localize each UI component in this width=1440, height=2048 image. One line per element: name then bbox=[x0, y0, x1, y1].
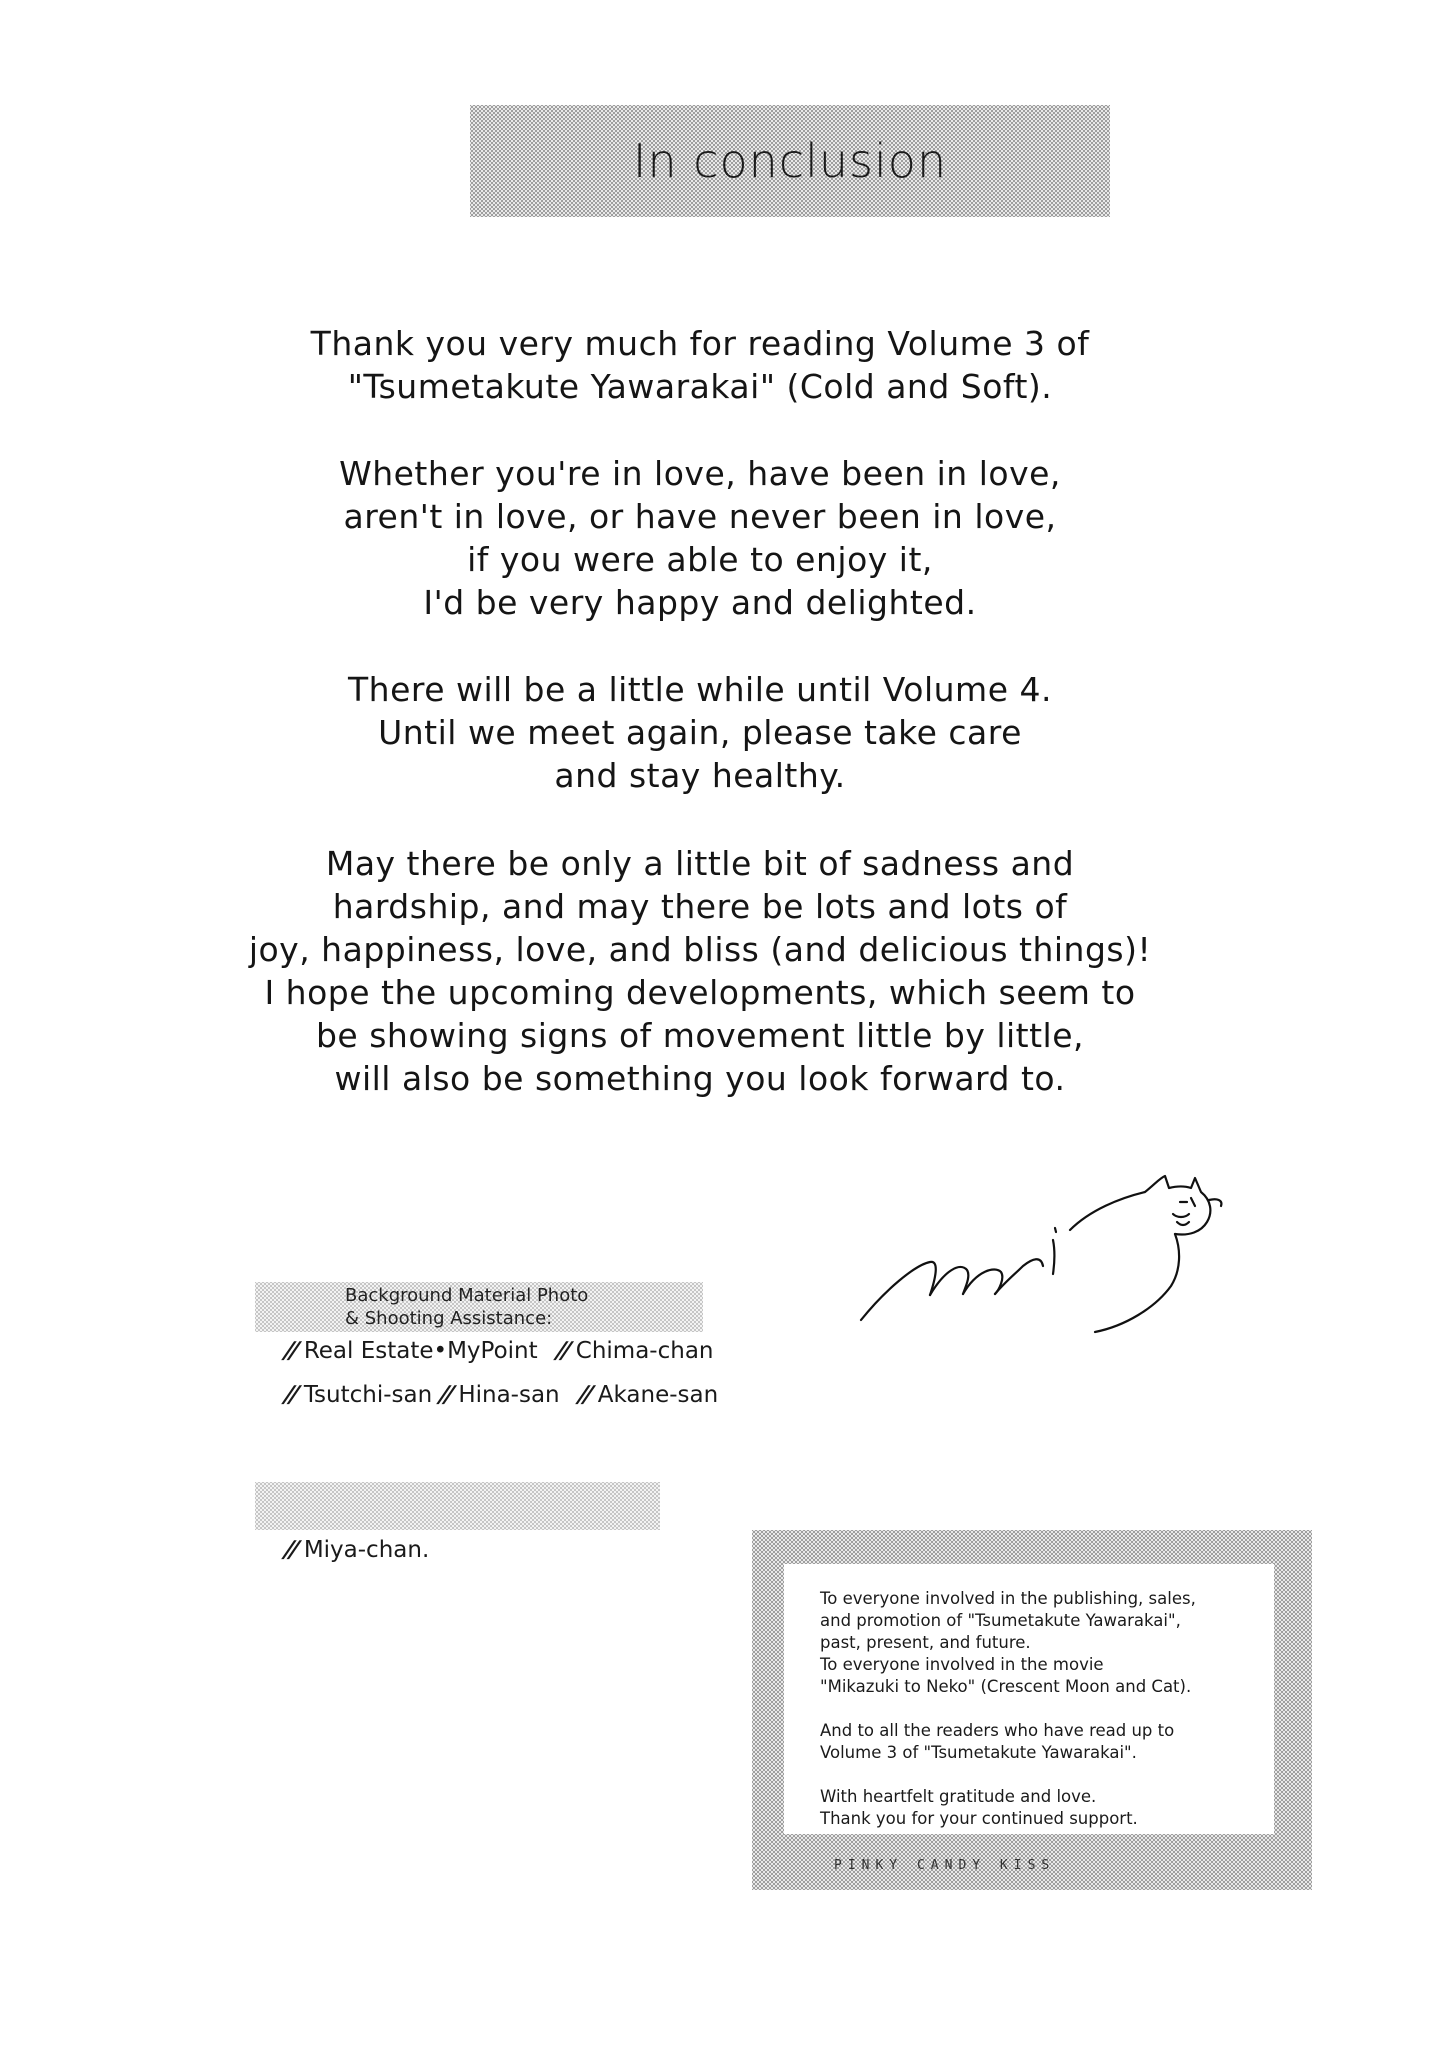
thanks-line: and promotion of "Tsumetakute Yawarakai", bbox=[820, 1611, 1181, 1630]
credits-header-blank bbox=[255, 1482, 660, 1530]
slash-mark: // bbox=[554, 1338, 571, 1364]
thanks-line: past, present, and future. bbox=[820, 1633, 1031, 1652]
thanks-spacer bbox=[820, 1698, 1196, 1720]
message-line: joy, happiness, love, and bliss (and delicious things)! bbox=[248, 930, 1152, 969]
message-line: and stay healthy. bbox=[554, 756, 846, 795]
message-line: May there be only a little bit of sadness and bbox=[325, 844, 1075, 883]
credit-name: Real Estate•MyPoint bbox=[303, 1338, 538, 1364]
message-paragraph-1 bbox=[240, 322, 1160, 408]
credit-name: Miya-chan. bbox=[303, 1537, 430, 1563]
thanks-line: Volume 3 of "Tsumetakute Yawarakai". bbox=[820, 1743, 1137, 1762]
thanks-spacer bbox=[820, 1764, 1196, 1786]
message-line: There will be a little while until Volume 4. bbox=[348, 670, 1052, 709]
message-line: will also be something you look forward to. bbox=[334, 1059, 1066, 1098]
credit-name: Chima-chan bbox=[575, 1338, 714, 1364]
message-line: hardship, and may there be lots and lots of bbox=[332, 887, 1068, 926]
message-line: Thank you very much for reading Volume 3 of bbox=[310, 324, 1090, 363]
slash-mark: // bbox=[437, 1382, 453, 1408]
message-line: be showing signs of movement little by little, bbox=[315, 1016, 1085, 1055]
credit-name: Akane-san bbox=[597, 1382, 719, 1408]
message-paragraph-3 bbox=[240, 668, 1160, 797]
message-line: I'd be very happy and delighted. bbox=[423, 583, 977, 622]
message-line: if you were able to enjoy it, bbox=[467, 540, 933, 579]
slash-mark: // bbox=[282, 1338, 299, 1364]
credits-header-text bbox=[345, 1284, 588, 1330]
cat-signature-icon bbox=[855, 1170, 1275, 1360]
message-line: "Tsumetakute Yawarakai" (Cold and Soft). bbox=[347, 367, 1053, 406]
thanks-line: To everyone involved in the movie bbox=[820, 1655, 1104, 1674]
credits-header bbox=[255, 1282, 703, 1332]
credit-name: Tsutchi-san bbox=[303, 1382, 433, 1408]
thanks-line: With heartfelt gratitude and love. bbox=[820, 1787, 1097, 1806]
message-line: Whether you're in love, have been in love, bbox=[339, 454, 1061, 493]
message-paragraph-2 bbox=[240, 452, 1160, 624]
message-line: Until we meet again, please take care bbox=[378, 713, 1022, 752]
page-title: In conclusion bbox=[632, 134, 948, 188]
slash-mark: // bbox=[576, 1382, 593, 1408]
message-line: I hope the upcoming developments, which seem to bbox=[264, 973, 1136, 1012]
credit-row bbox=[282, 1537, 430, 1563]
thanks-line: And to all the readers who have read up to bbox=[820, 1721, 1175, 1740]
credit-name: Hina-san bbox=[458, 1382, 560, 1408]
brand-tagline: PINKY CANDY KISS bbox=[834, 1858, 1056, 1873]
thanks-card bbox=[752, 1530, 1312, 1890]
title-banner bbox=[470, 105, 1110, 217]
slash-mark: // bbox=[282, 1537, 299, 1563]
message-line: aren't in love, or have never been in love, bbox=[343, 497, 1057, 536]
thanks-line: Thank you for your continued support. bbox=[820, 1809, 1138, 1828]
credits-header-line: Background Material Photo bbox=[345, 1285, 589, 1306]
slash-mark: // bbox=[282, 1382, 299, 1408]
thanks-line: To everyone involved in the publishing, sales, bbox=[820, 1589, 1196, 1608]
credit-row bbox=[282, 1338, 714, 1364]
thanks-text bbox=[820, 1588, 1196, 1830]
credit-row bbox=[282, 1382, 719, 1408]
thanks-line: "Mikazuki to Neko" (Crescent Moon and Cat). bbox=[820, 1677, 1192, 1696]
credits-header-line: & Shooting Assistance: bbox=[345, 1308, 553, 1329]
message-paragraph-4 bbox=[240, 842, 1160, 1100]
